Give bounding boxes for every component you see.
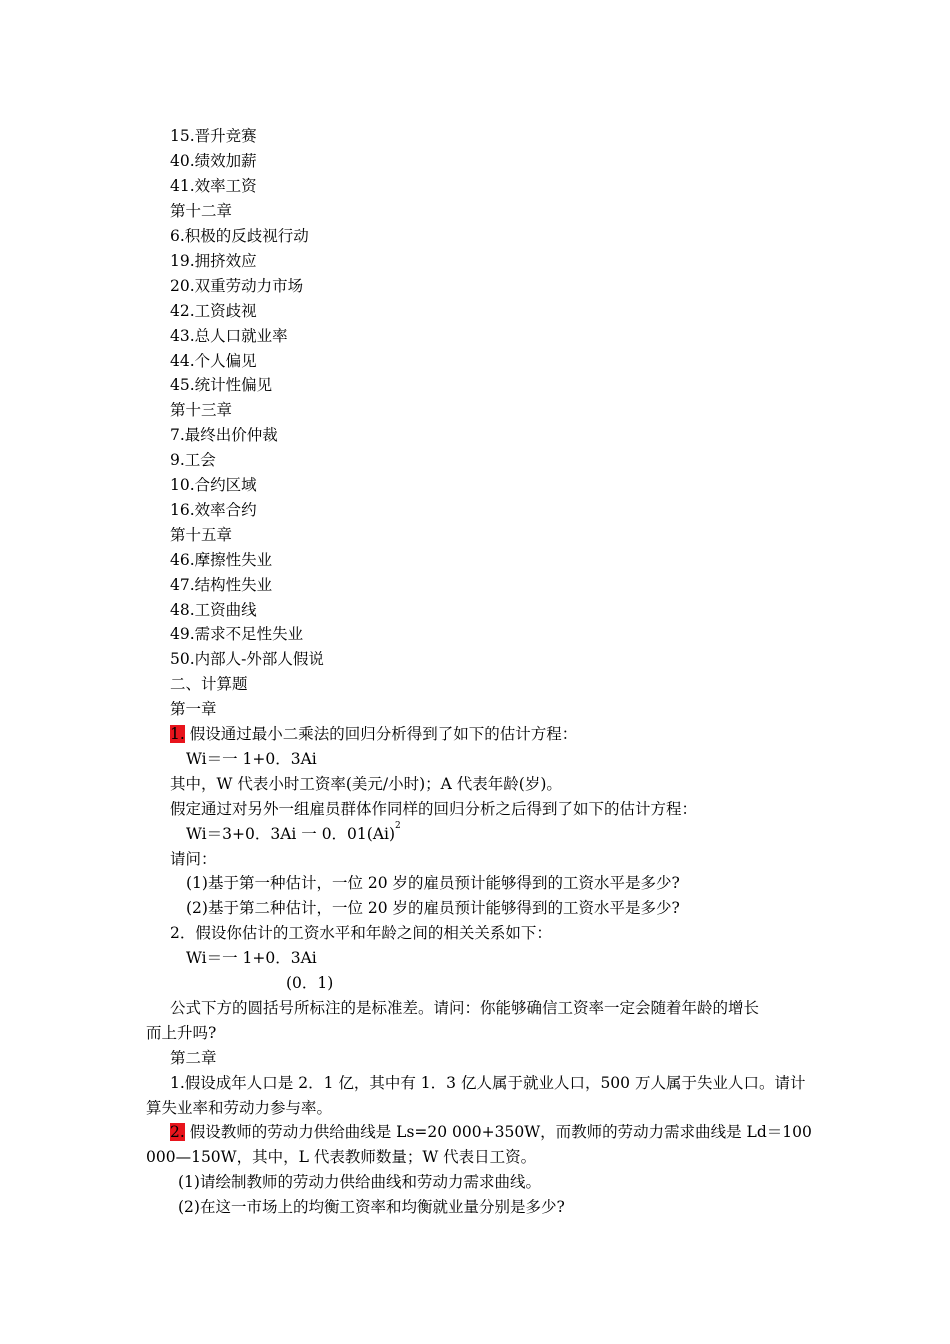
term-line: 9.工会	[170, 451, 216, 469]
term-line: 49.需求不足性失业	[170, 625, 304, 643]
paragraph-line: 而上升吗?	[146, 1024, 217, 1042]
term-line: 16.效率合约	[170, 501, 257, 519]
term-line: 50.内部人-外部人假说	[170, 650, 324, 668]
paragraph-line: 其中，W 代表小时工资率(美元/小时)；A 代表年龄(岁)。	[170, 775, 562, 793]
subquestion: (2)在这一市场上的均衡工资率和均衡就业量分别是多少?	[178, 1198, 565, 1216]
equation-main: Wi＝3+0．3Ai 一 0．01(Ai)	[186, 825, 396, 843]
paragraph-line: 假定通过对另外一组雇员群体作同样的回归分析之后得到了如下的估计方程：	[170, 800, 698, 818]
term-line: 19.拥挤效应	[170, 252, 257, 270]
term-line: 41.效率工资	[170, 177, 257, 195]
term-line: 7.最终出价仲裁	[170, 426, 278, 444]
question-line: 1.假设成年人口是 2．1 亿，其中有 1．3 亿人属于就业人口，500 万人属于失业人口。请计	[170, 1074, 806, 1092]
term-line: 40.绩效加薪	[170, 152, 257, 170]
section-title: 二、计算题	[170, 675, 248, 693]
chapter-heading: 第十二章	[170, 202, 233, 220]
term-line: 20.双重劳动力市场	[170, 277, 304, 295]
term-line: 45.统计性偏见	[170, 376, 273, 394]
question-text: 假设教师的劳动力供给曲线是 Ls=20 000+350W，而教师的劳动力需求曲线是 Ld＝100	[184, 1123, 812, 1141]
equation: Wi＝一 1+0．3Ai	[186, 949, 317, 967]
equation	[186, 821, 401, 844]
term-line: 43.总人口就业率	[170, 327, 288, 345]
highlight-marker: 1.	[170, 725, 185, 743]
chapter-heading: 第十五章	[170, 526, 233, 544]
question-line	[170, 1122, 812, 1142]
paragraph-line: 请问：	[170, 850, 217, 868]
chapter-heading: 第十三章	[170, 401, 233, 419]
paragraph-line: 000—150W，其中，L 代表教师数量；W 代表日工资。	[146, 1148, 537, 1166]
term-line: 15.晋升竞赛	[170, 127, 257, 145]
equation: Wi＝一 1+0．3Ai	[186, 750, 317, 768]
highlight-marker: 2.	[170, 1123, 185, 1141]
paragraph-line: 公式下方的圆括号所标注的是标准差。请问：你能够确信工资率一定会随着年龄的增长	[170, 999, 760, 1017]
standard-error: (0．1)	[286, 974, 334, 992]
term-line: 47.结构性失业	[170, 576, 273, 594]
chapter-heading: 第一章	[170, 700, 217, 718]
term-line: 10.合约区域	[170, 476, 257, 494]
question-line: 2．假设你估计的工资水平和年龄之间的相关关系如下：	[170, 924, 552, 942]
chapter-heading: 第二章	[170, 1049, 217, 1067]
subquestion: (2)基于第二种估计，一位 20 岁的雇员预计能够得到的工资水平是多少?	[186, 899, 680, 917]
term-line: 46.摩擦性失业	[170, 551, 273, 569]
term-line: 6.积极的反歧视行动	[170, 227, 309, 245]
subquestion: (1)基于第一种估计，一位 20 岁的雇员预计能够得到的工资水平是多少?	[186, 874, 680, 892]
question-text: 假设通过最小二乘法的回归分析得到了如下的估计方程：	[184, 725, 578, 743]
term-line: 42.工资歧视	[170, 302, 257, 320]
equation-exponent: 2	[395, 821, 401, 831]
paragraph-line: 算失业率和劳动力参与率。	[146, 1099, 333, 1117]
subquestion: (1)请绘制教师的劳动力供给曲线和劳动力需求曲线。	[178, 1173, 541, 1191]
term-line: 48.工资曲线	[170, 601, 257, 619]
term-line: 44.个人偏见	[170, 352, 257, 370]
question-line	[170, 724, 577, 744]
